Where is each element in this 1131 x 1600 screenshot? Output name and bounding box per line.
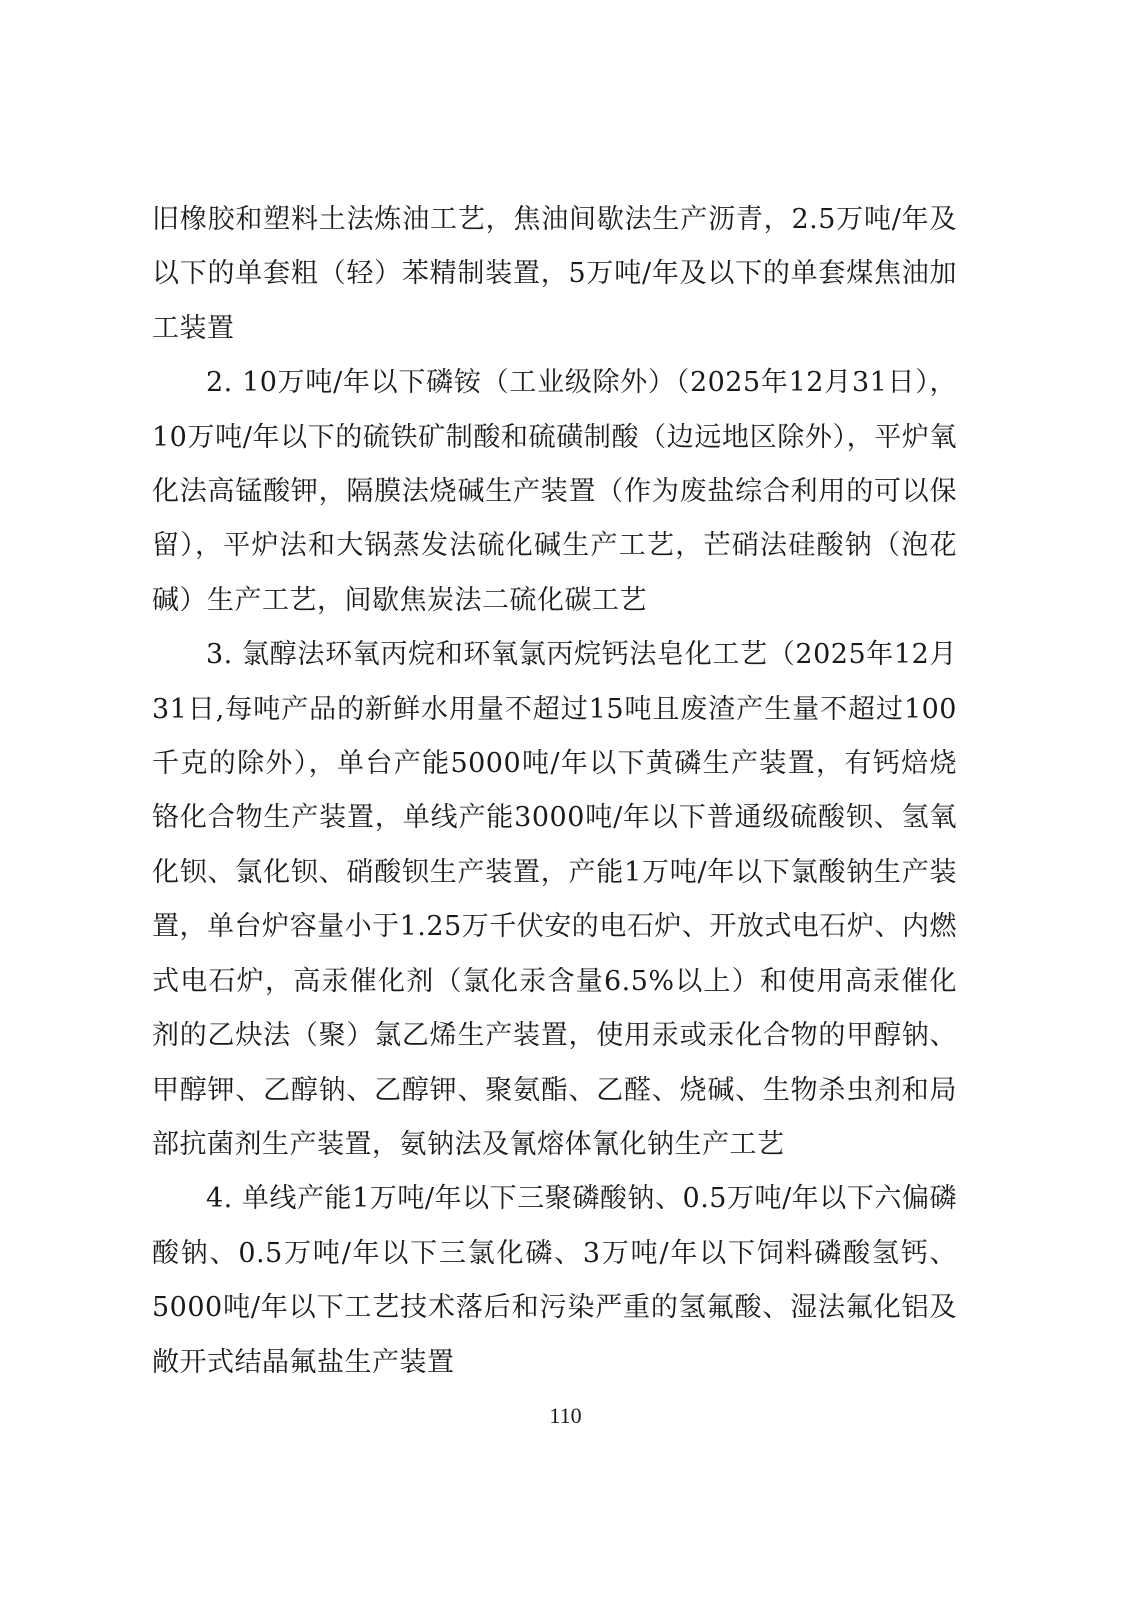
page-number: 110	[549, 1403, 582, 1428]
paragraph-item-4: 4. 单线产能1万吨/年以下三聚磷酸钠、0.5万吨/年以下六偏磷酸钠、0.5万吨/年以下三氯化磷、3万吨/年以下饲料磷酸氢钙、5000吨/年以下工艺技术落后和污染严重的氢氟酸、湿法氟化铝及敞开式结晶氟盐生产装置	[152, 1183, 957, 1378]
paragraph-item-3: 3. 氯醇法环氧丙烷和环氧氯丙烷钙法皂化工艺（2025年12月31日,每吨产品的新鲜水用量不超过15吨且废渣产生量不超过100千克的除外），单台产能5000吨/年以下黄磷生产装置，有钙焙烧铬化合物生产装置，单线产能3000吨/年以下普通级硫酸钡、氢氧化钡、氯化钡、硝酸钡生产装置，产能1万吨/年以下氯酸钠生产装置，单台炉容量小于1.25万千伏安的电石炉、开放式电石炉、内燃式电石炉，高汞催化剂（氯化汞含量6.5%以上）和使用高汞催化剂的乙炔法（聚）氯乙烯生产装置，使用汞或汞化合物的甲醇钠、甲醇钾、乙醇钠、乙醇钾、聚氨酯、乙醛、烧碱、生物杀虫剂和局部抗菌剂生产装置，氨钠法及氰熔体氰化钠生产工艺	[152, 639, 957, 1160]
paragraph-continuation: 旧橡胶和塑料土法炼油工艺，焦油间歇法生产沥青，2.5万吨/年及以下的单套粗（轻）苯精制装置，5万吨/年及以下的单套煤焦油加工装置	[152, 204, 957, 344]
document-body	[152, 193, 957, 1390]
paragraph-item-2: 2. 10万吨/年以下磷铵（工业级除外）（2025年12月31日），10万吨/年以下的硫铁矿制酸和硫磺制酸（边远地区除外），平炉氧化法高锰酸钾，隔膜法烧碱生产装置（作为废盐综合利用的可以保留），平炉法和大锅蒸发法硫化碱生产工艺，芒硝法硅酸钠（泡花碱）生产工艺，间歇焦炭法二硫化碳工艺	[152, 367, 957, 616]
